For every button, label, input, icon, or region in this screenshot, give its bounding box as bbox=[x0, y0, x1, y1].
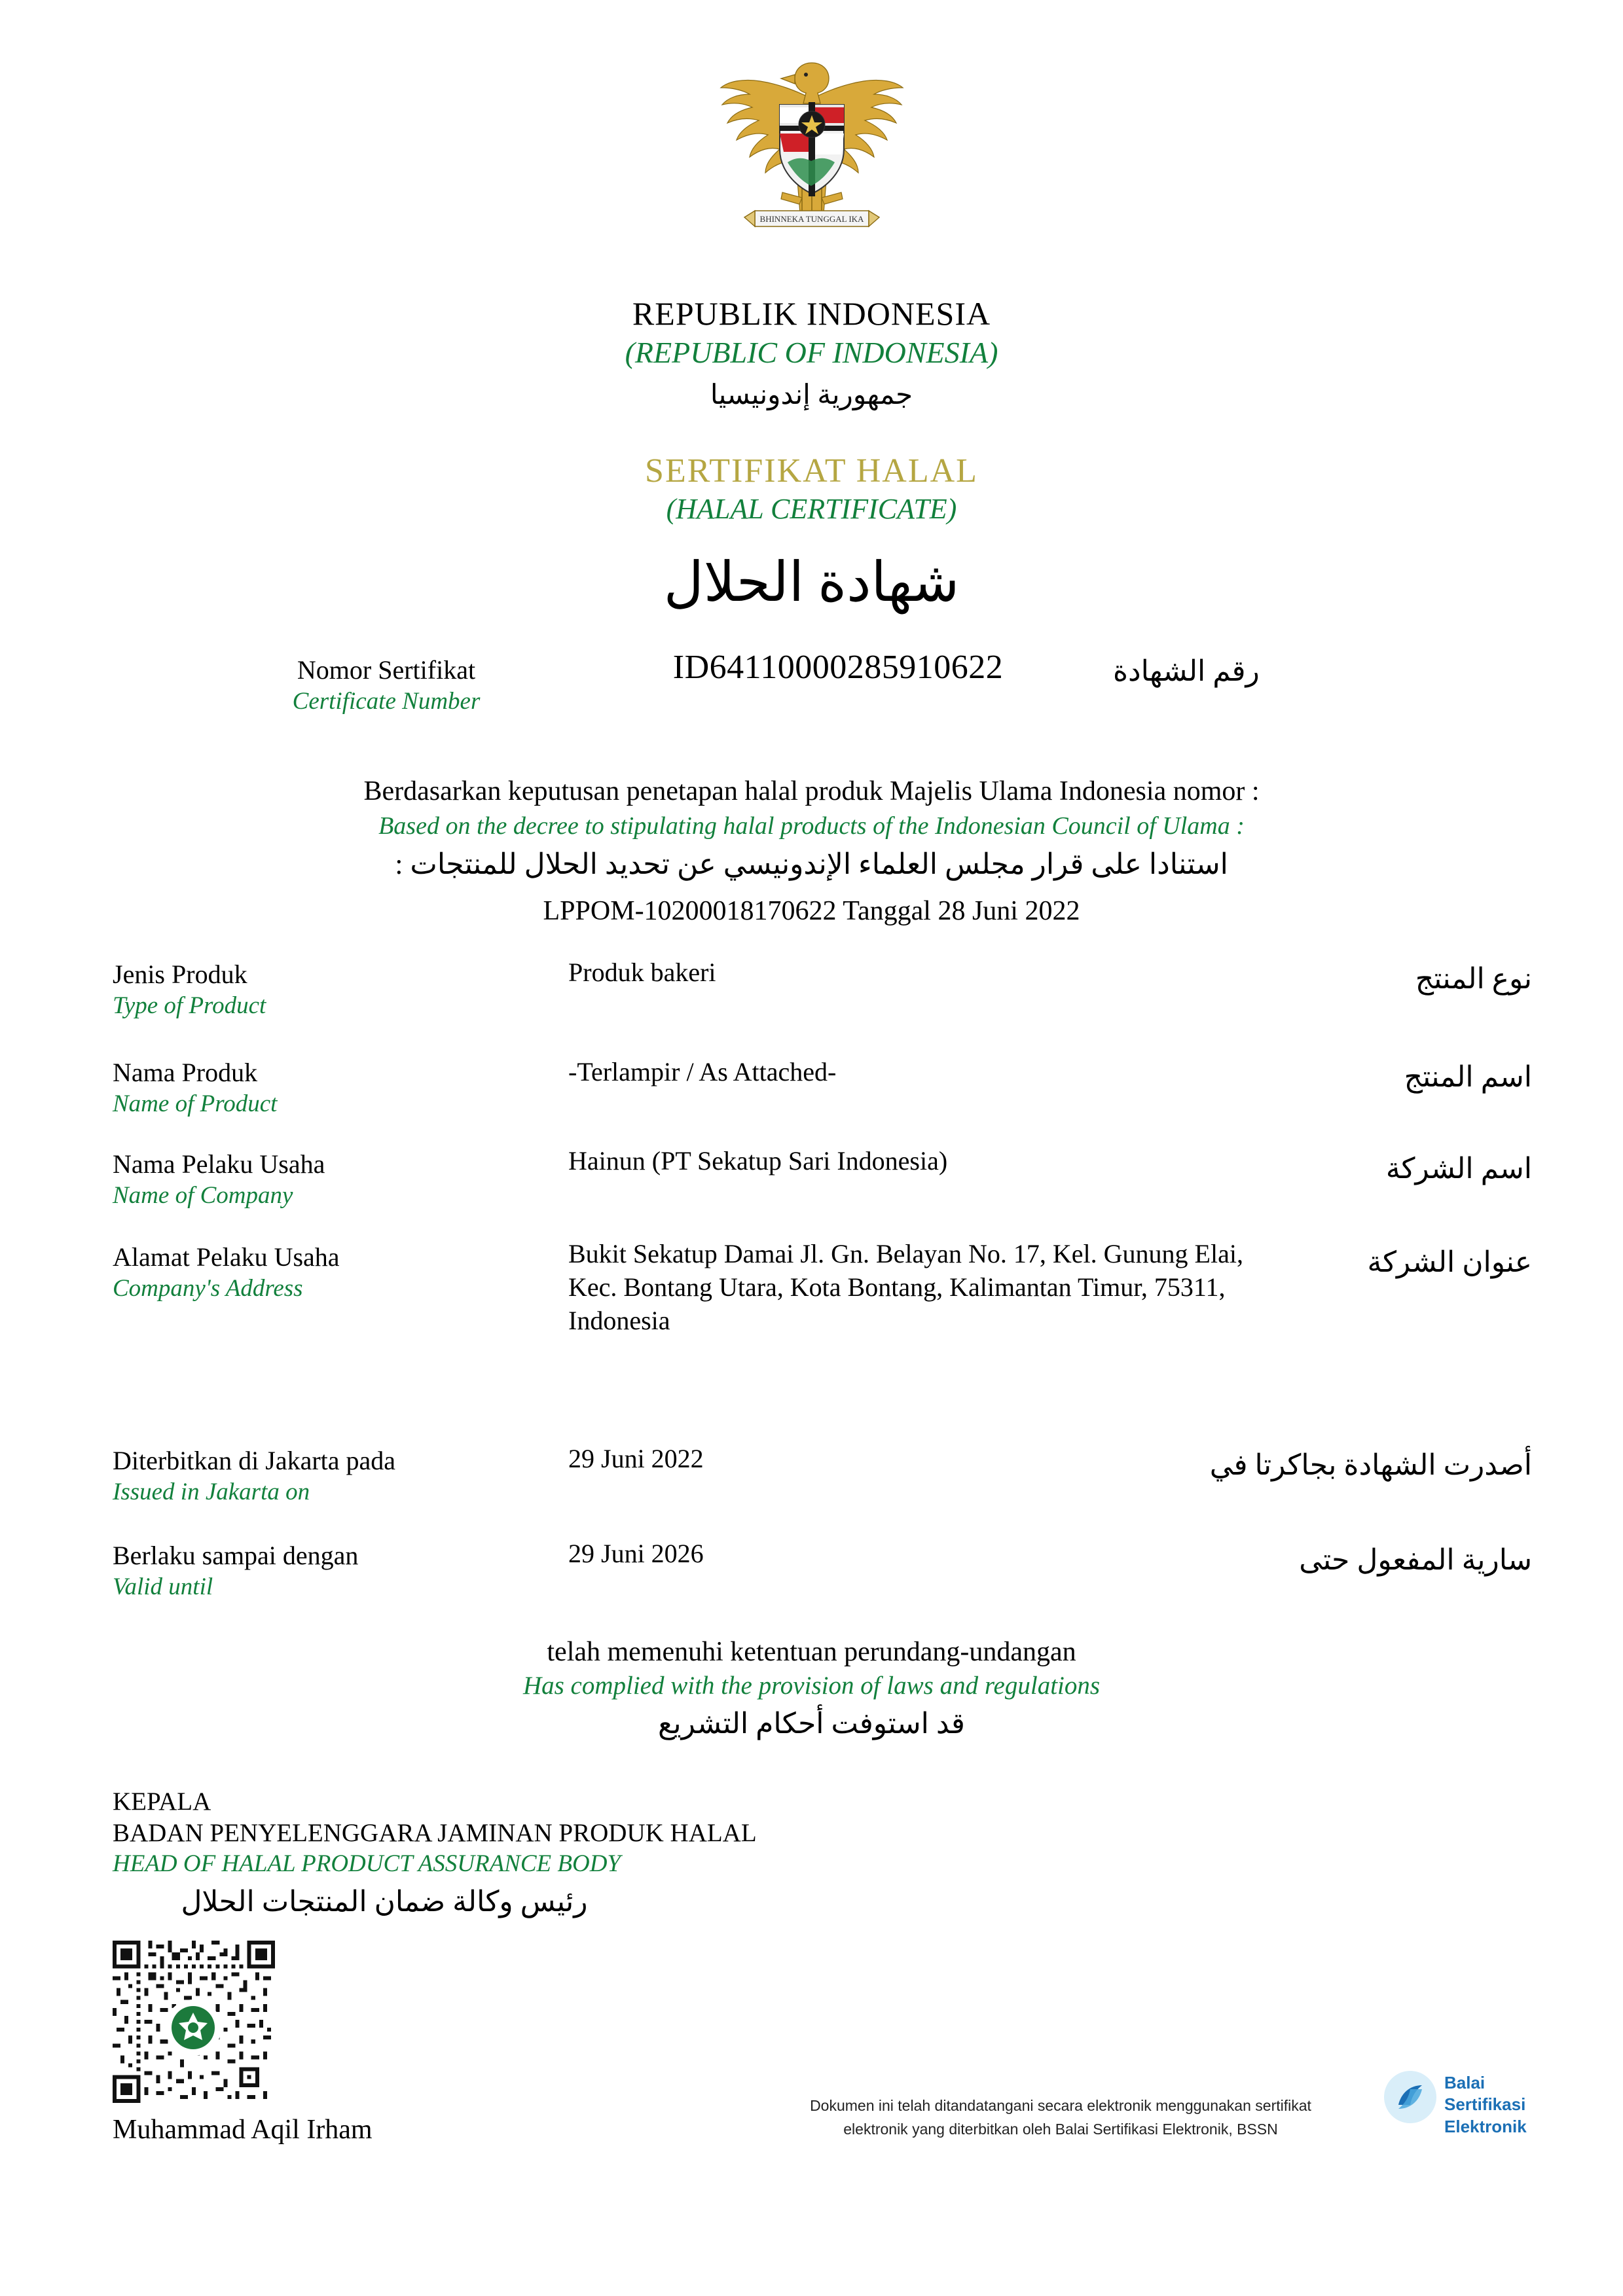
electronic-signature-note-line1: Dokumen ini telah ditandatangani secara elektronik menggunakan sertifikat bbox=[810, 2097, 1311, 2114]
bsre-logo bbox=[1381, 2068, 1545, 2147]
field-label-en: Valid until bbox=[113, 1573, 213, 1600]
bsre-wordmark-line2: Sertifikasi bbox=[1444, 2094, 1526, 2115]
field-label-id: Jenis Produk bbox=[113, 960, 247, 989]
certificate-number-label-en: Certificate Number bbox=[292, 688, 481, 715]
ministry-seal-icon bbox=[165, 2000, 221, 2056]
field-label-ar: عنوان الشركة bbox=[1367, 1246, 1532, 1278]
signatory-title-ar: رئيس وكالة ضمان المنتجات الحلال bbox=[181, 1886, 588, 1918]
decree-number: LPPOM-10200018170622 Tanggal 28 Juni 2022 bbox=[543, 896, 1080, 926]
field-label-ar: اسم المنتج bbox=[1404, 1061, 1532, 1093]
signatory-title-line2: BADAN PENYELENGGARA JAMINAN PRODUK HALAL bbox=[113, 1819, 757, 1847]
certificate-number-value: ID64110000285910622 bbox=[672, 649, 1004, 686]
country-name-id: REPUBLIK INDONESIA bbox=[632, 295, 991, 332]
signatory-name: Muhammad Aqil Irham bbox=[113, 2115, 373, 2145]
garuda-emblem-container bbox=[0, 52, 1623, 249]
compliance-text-id: telah memenuhi ketentuan perundang-undangan bbox=[547, 1637, 1076, 1667]
field-label-id: Nama Pelaku Usaha bbox=[113, 1149, 325, 1179]
field-label-en: Name of Product bbox=[113, 1090, 278, 1117]
field-label-id: Diterbitkan di Jakarta pada bbox=[113, 1446, 396, 1475]
ministry-seal-graphic bbox=[168, 2002, 219, 2053]
bsre-wordmark bbox=[1444, 2072, 1527, 2138]
decree-text-id: Berdasarkan keputusan penetapan halal produk Majelis Ulama Indonesia nomor : bbox=[363, 776, 1260, 806]
document-title-id: SERTIFIKAT HALAL bbox=[645, 452, 978, 490]
bsre-mark-icon bbox=[1381, 2068, 1439, 2126]
field-value: 29 Juni 2026 bbox=[568, 1539, 704, 1568]
signatory-title-line1: KEPALA bbox=[113, 1787, 211, 1816]
electronic-signature-note bbox=[746, 2094, 1375, 2141]
certificate-number-label-ar: رقم الشهادة bbox=[1113, 655, 1260, 687]
field-label-id: Nama Produk bbox=[113, 1058, 258, 1087]
field-label-ar: اسم الشركة bbox=[1385, 1153, 1532, 1185]
compliance-text-en: Has complied with the provision of laws and regulations bbox=[522, 1672, 1101, 1700]
garuda-pancasila-icon bbox=[704, 52, 920, 249]
compliance-text-ar: قد استوفت أحكام التشريع bbox=[658, 1708, 965, 1740]
bsre-wordmark-line1: Balai bbox=[1444, 2073, 1486, 2092]
signatory-title-en: HEAD OF HALAL PRODUCT ASSURANCE BODY bbox=[113, 1850, 621, 1877]
field-value: Hainun (PT Sekatup Sari Indonesia) bbox=[568, 1146, 948, 1175]
field-label-id: Alamat Pelaku Usaha bbox=[113, 1242, 340, 1272]
field-label-en: Issued in Jakarta on bbox=[113, 1479, 310, 1505]
field-value: 29 Juni 2022 bbox=[568, 1444, 704, 1473]
field-label-ar: أصدرت الشهادة بجاكرتا في bbox=[1209, 1449, 1532, 1481]
field-label-ar: سارية المفعول حتى bbox=[1299, 1544, 1532, 1576]
svg-text:BHINNEKA TUNGGAL IKA: BHINNEKA TUNGGAL IKA bbox=[759, 214, 864, 224]
electronic-signature-note-line2: elektronik yang diterbitkan oleh Balai Sertifikasi Elektronik, BSSN bbox=[843, 2120, 1278, 2138]
field-value: Produk bakeri bbox=[568, 958, 716, 987]
field-label-id: Berlaku sampai dengan bbox=[113, 1541, 359, 1570]
document-title-en: (HALAL CERTIFICATE) bbox=[666, 493, 957, 525]
field-label-ar: نوع المنتج bbox=[1415, 963, 1532, 995]
field-label-en: Name of Company bbox=[113, 1182, 293, 1209]
document-title-ar: شهادة الحلال bbox=[663, 552, 960, 613]
country-name-en: (REPUBLIC OF INDONESIA) bbox=[625, 336, 998, 369]
field-label-en: Company's Address bbox=[113, 1275, 303, 1302]
decree-text-en: Based on the decree to stipulating halal products of the Indonesian Council of Ulama : bbox=[378, 812, 1245, 840]
certificate-number-label-id: Nomor Sertifikat bbox=[297, 655, 476, 685]
field-label-en: Type of Product bbox=[113, 992, 266, 1019]
field-value: -Terlampir / As Attached- bbox=[568, 1057, 837, 1086]
bsre-wordmark-line3: Elektronik bbox=[1444, 2116, 1527, 2136]
field-value: Bukit Sekatup Damai Jl. Gn. Belayan No. 17, Kel. Gunung Elai, Kec. Bontang Utara, Kota Bontang, Kalimantan Timur, 75311, Indonesia bbox=[568, 1239, 1243, 1336]
country-name-ar: جمهورية إندونيسيا bbox=[710, 380, 913, 410]
decree-text-ar: استنادا على قرار مجلس العلماء الإندونيسي عن تحديد الحلال للمنتجات : bbox=[395, 848, 1228, 880]
